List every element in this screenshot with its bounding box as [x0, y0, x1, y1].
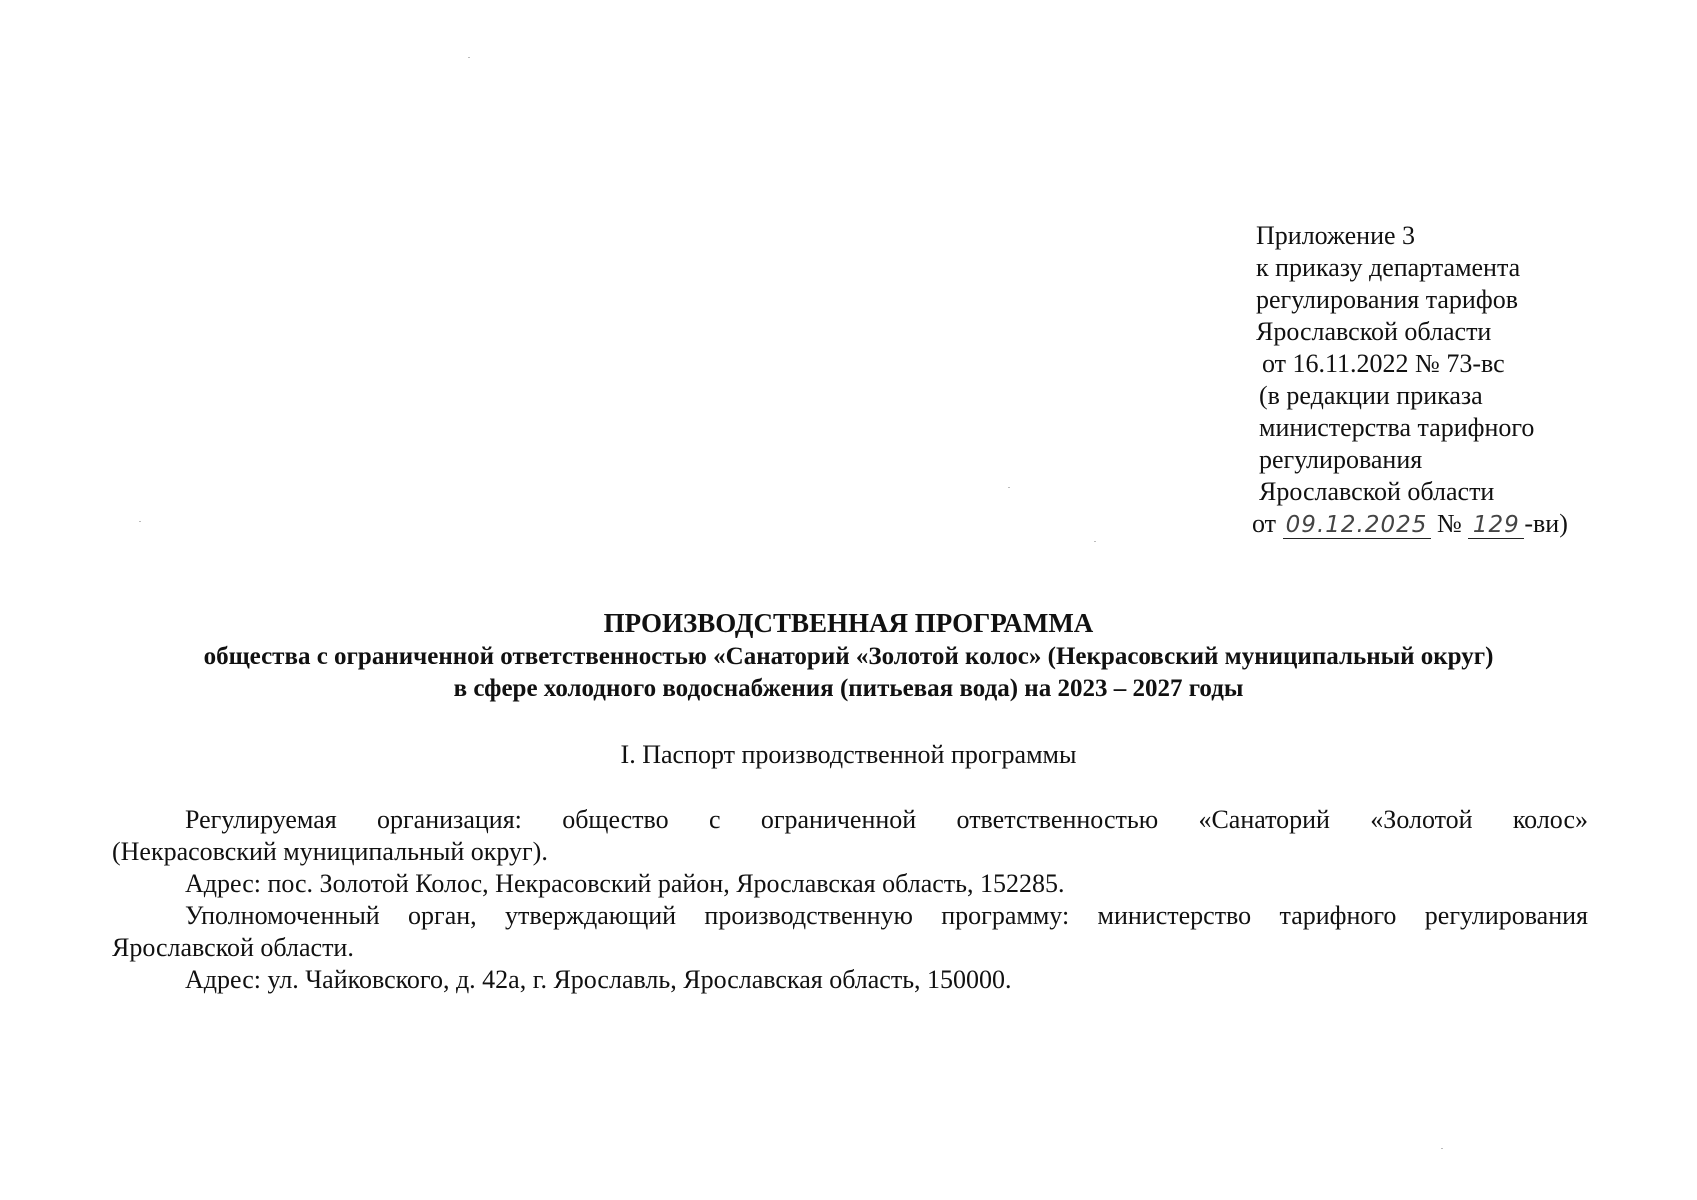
appendix-amendment-line — [1252, 508, 1676, 540]
appendix-suffix: -ви) — [1524, 509, 1568, 538]
handwritten-number: 129 — [1468, 512, 1524, 539]
appendix-block — [1252, 220, 1676, 540]
authority-paragraph — [112, 900, 1588, 932]
appendix-line: к приказу департамента — [1256, 253, 1521, 282]
appendix-line: (в редакции приказа — [1259, 381, 1483, 410]
document-subtitle: общества с ограниченной ответственностью «Санаторий «Золотой колос» (Некрасовский муниципальный округ) — [203, 643, 1494, 670]
appendix-line: Приложение 3 — [1256, 221, 1416, 250]
regulated-org-paragraph — [112, 804, 1588, 836]
appendix-line: от 16.11.2022 № 73-вс — [1262, 349, 1505, 378]
passport-body — [112, 804, 1588, 996]
org-address-paragraph — [112, 868, 1588, 900]
appendix-line: Ярославской области — [1256, 317, 1492, 346]
org-address: Адрес: пос. Золотой Колос, Некрасовский район, Ярославская область, 152285. — [185, 869, 1065, 898]
authority-line: Уполномоченный орган, утверждающий производственную программу: министерство тарифного регулирования — [185, 901, 1588, 930]
scan-speck — [468, 57, 470, 58]
authority-continuation — [112, 932, 1588, 964]
regulated-org-line: Регулируемая организация: общество с ограниченной ответственностью «Санаторий «Золотой колос» — [185, 805, 1588, 834]
regulated-org-line-2: (Некрасовский муниципальный округ). — [112, 837, 548, 866]
authority-address: Адрес: ул. Чайковского, д. 42а, г. Ярославль, Ярославская область, 150000. — [185, 965, 1012, 994]
scan-speck — [1441, 1148, 1443, 1149]
section-title: I. Паспорт производственной программы — [620, 740, 1077, 769]
document-subtitle-2: в сфере холодного водоснабжения (питьевая вода) на 2023 – 2027 годы — [453, 675, 1244, 702]
scan-speck — [1008, 487, 1010, 488]
document-title: ПРОИЗВОДСТВЕННАЯ ПРОГРАММА — [603, 608, 1094, 638]
handwritten-date: 09.12.2025 — [1283, 512, 1431, 539]
authority-address-paragraph — [112, 964, 1588, 996]
regulated-org-continuation — [112, 836, 1588, 868]
appendix-line: министерства тарифного — [1259, 413, 1535, 442]
scan-speck — [1094, 541, 1096, 542]
appendix-line: регулирования тарифов — [1256, 285, 1518, 314]
scan-speck — [139, 521, 141, 522]
appendix-from-label: от — [1252, 509, 1277, 538]
authority-line-2: Ярославской области. — [112, 933, 354, 962]
appendix-line: регулирования — [1259, 445, 1423, 474]
number-sign: № — [1437, 509, 1462, 538]
appendix-line: Ярославской области — [1259, 477, 1495, 506]
